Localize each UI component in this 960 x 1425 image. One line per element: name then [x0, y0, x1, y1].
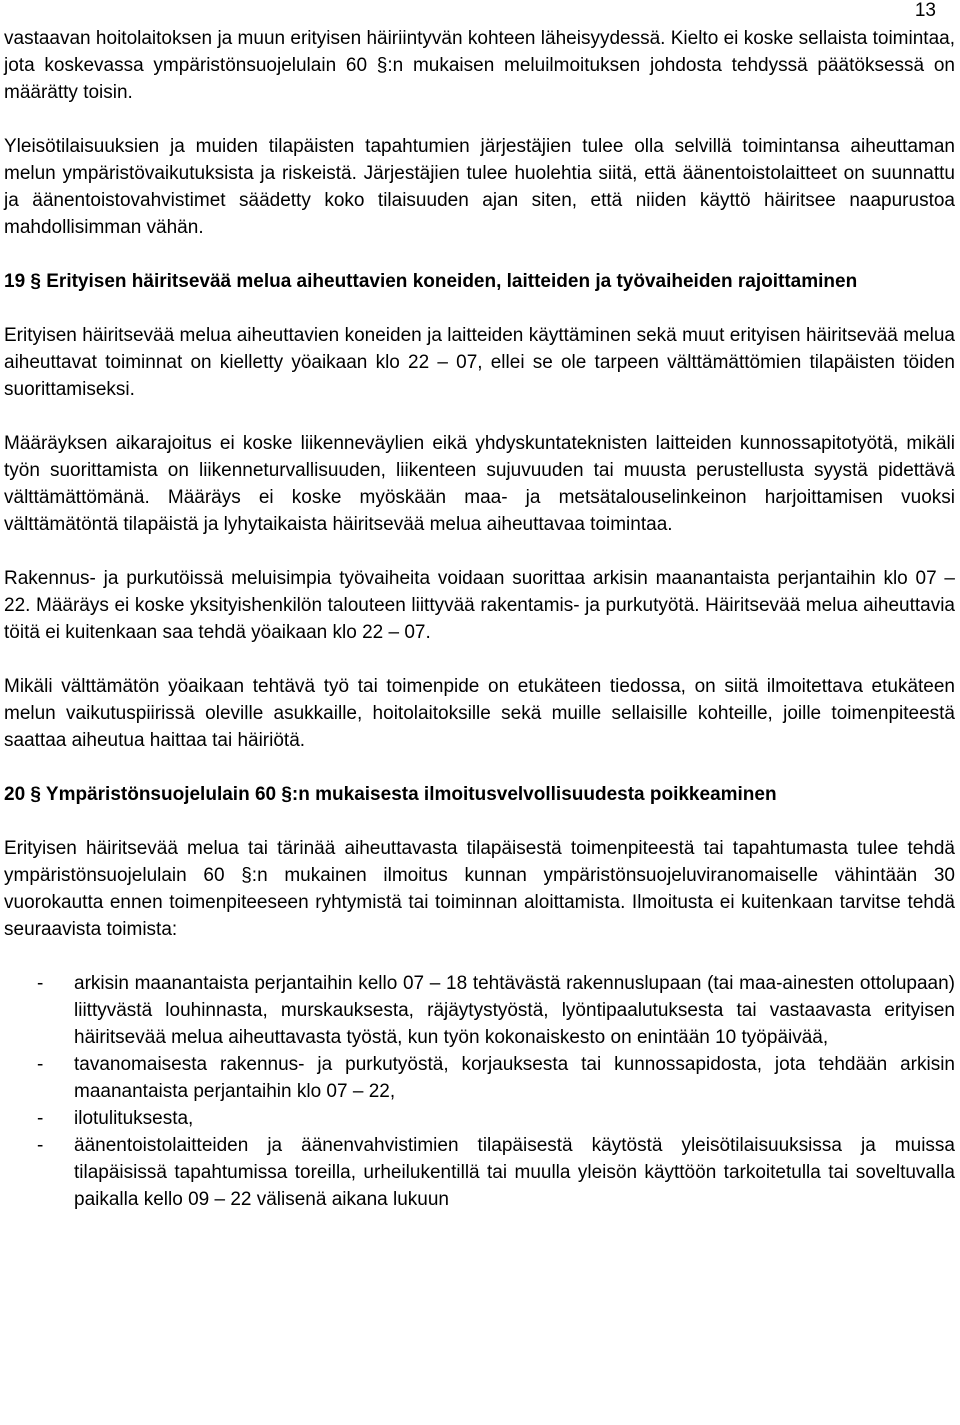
list-dash: - — [37, 1108, 44, 1129]
paragraph-gap — [4, 241, 955, 268]
document-body — [4, 25, 955, 1213]
paragraph-gap — [4, 754, 955, 781]
paragraph-event-organizers: Yleisötilaisuuksien ja muiden tilapäisten tapahtumien järjestäjien tulee olla selvillä toimintansa aiheuttaman melun ympäristövaikutuksista ja riskeistä. Järjestäjien tulee huolehtia siitä, että äänentoistolaitteet on suunnattu ja äänentoistovahvistimet säädetty koko tilaisuuden ajan siten, että niiden käyttö häiritsee naapurustoa mahdollisimman vähän. — [4, 136, 955, 238]
list-item-text: arkisin maanantaista perjantaihin kello 07 – 18 tehtävästä rakennuslupaan (tai maa-ainesten ottolupaan) liittyvästä louhinnasta, murskauksesta, räjäytystyöstä, lyöntipaalutuksesta tai vastaavasta erityisen häiritsevää melua aiheuttavasta työstä, kun työn kokonaiskesto on enintään 10 työpäivää, — [74, 973, 955, 1048]
paragraph-gap — [4, 646, 955, 673]
paragraph-notification-duty: Erityisen häiritsevää melua tai tärinää aiheuttavasta tilapäisestä toimenpiteestä tai tapahtumasta tulee tehdä ympäristönsuojelulain 60 §:n mukainen ilmoitus kunnan ympäristönsuojeluviranomaiselle vähintään 30 vuorokautta ennen toimenpiteeseen ryhtymistä tai toiminnan aloittamista. Ilmoitusta ei kuitenkaan tarvitse tehdä seuraavista toimista: — [4, 838, 955, 940]
paragraph-gap — [4, 943, 955, 970]
paragraph-gap — [4, 106, 955, 133]
list-dash: - — [37, 973, 44, 994]
paragraph-gap — [4, 403, 955, 430]
list-item — [4, 1051, 955, 1105]
section-heading-20: 20 § Ympäristönsuojelulain 60 §:n mukaisesta ilmoitusvelvollisuudesta poikkeaminen — [4, 784, 777, 805]
paragraph-continuation: vastaavan hoitolaitoksen ja muun erityisen häiriintyvän kohteen läheisyydessä. Kielto ei koske sellaista toimintaa, jota koskevassa ympäristönsuojelulain 60 §:n mukaisen meluilmoituksen johdosta tehdyssä päätöksessä on määrätty toisin. — [4, 28, 955, 103]
list-item-text: äänentoistolaitteiden ja äänenvahvistimien tilapäisestä käytöstä yleisötilaisuuksissa ja muissa tilapäisissä tapahtumissa toreilla, urheilukentillä tai muulla yleisön käyttöön tarkoitetulla tai soveltuvalla paikalla kello 09 – 22 välisenä aikana lukuun — [74, 1135, 955, 1210]
list-item-text: ilotulituksesta, — [74, 1108, 194, 1129]
section-heading-19: 19 § Erityisen häiritsevää melua aiheuttavien koneiden, laitteiden ja työvaiheiden rajoittaminen — [4, 271, 858, 292]
list-dash: - — [37, 1135, 44, 1156]
page-number: 13 — [914, 0, 936, 21]
paragraph-gap — [4, 295, 955, 322]
list-item-text: tavanomaisesta rakennus- ja purkutyöstä, korjauksesta tai kunnossapidosta, jota tehdään arkisin maanantaista perjantaihin klo 07 – 22, — [74, 1054, 955, 1102]
list-item — [4, 970, 955, 1051]
list-item — [4, 1132, 955, 1213]
list-dash: - — [37, 1054, 44, 1075]
paragraph-advance-notice: Mikäli välttämätön yöaikaan tehtävä työ tai toimenpide on etukäteen tiedossa, on siitä ilmoitettava etukäteen melun vaikutuspiirissä oleville asukkaille, hoitolaitoksille sekä muille sellaisille kohteille, joille toimenpiteestä saattaa aiheutua haittaa tai häiriötä. — [4, 676, 955, 751]
paragraph-exemptions: Määräyksen aikarajoitus ei koske liikenneväylien eikä yhdyskuntateknisten laitteiden kunnossapitotyötä, mikäli työn suorittamista on liikenneturvallisuuden, liikenteen sujuvuuden tai muusta perustellusta syystä pidettävä välttämättömänä. Määräys ei koske myöskään maa- ja metsätalouselinkeinon harjoittamisen vuoksi välttämätöntä tilapäistä ja lyhytaikaista häiritsevää melua aiheuttavaa toimintaa. — [4, 433, 955, 535]
list-item — [4, 1105, 955, 1132]
paragraph-gap — [4, 808, 955, 835]
exemption-list — [4, 970, 955, 1213]
paragraph-construction-hours: Rakennus- ja purkutöissä meluisimpia työvaiheita voidaan suorittaa arkisin maanantaista perjantaihin klo 07 – 22. Määräys ei koske yksityishenkilön talouteen liittyvää rakentamis- ja purkutyötä. Häiritsevää melua aiheuttavia töitä ei kuitenkaan saa tehdä yöaikaan klo 22 – 07. — [4, 568, 955, 643]
paragraph-gap — [4, 538, 955, 565]
paragraph-night-ban: Erityisen häiritsevää melua aiheuttavien koneiden ja laitteiden käyttäminen sekä muut erityisen häiritsevää melua aiheuttavat toiminnat on kielletty yöaikaan klo 22 – 07, ellei se ole tarpeen välttämättömien tilapäisten töiden suorittamiseksi. — [4, 325, 955, 400]
